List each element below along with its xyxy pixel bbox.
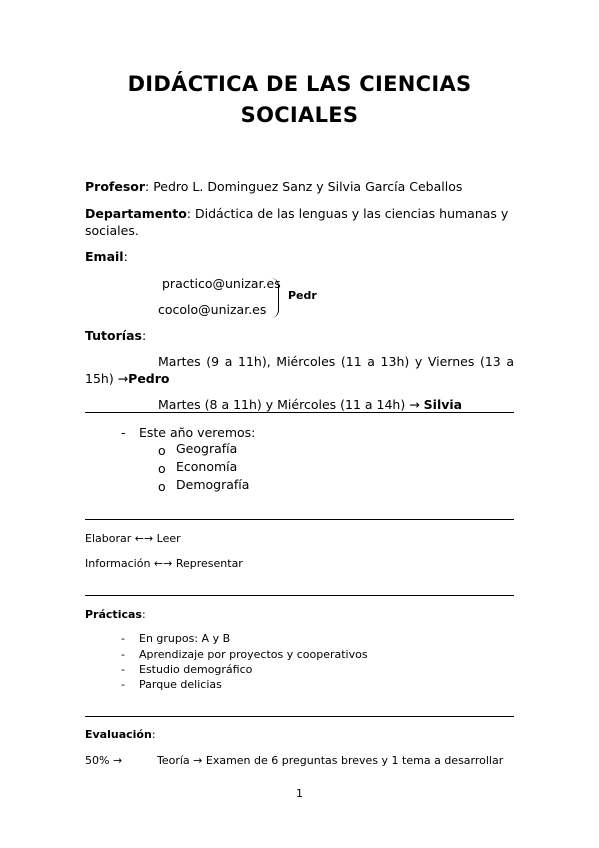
list-bullet: - (121, 632, 125, 645)
email-address-2[interactable]: cocolo@unizar.es (158, 302, 267, 317)
brace-shape (270, 278, 279, 318)
evaluacion-line: Evaluación: (85, 728, 156, 741)
tutorias-label: Tutorías (85, 328, 142, 343)
profesor-value: : Pedro L. Dominguez Sanz y Silvia García Ceballos (145, 179, 463, 194)
este-ano-intro: Este año veremos: (139, 425, 256, 440)
relation-line-2: Información ←→ Representar (85, 557, 243, 570)
evaluacion-label: Evaluación (85, 728, 152, 741)
tutorias-schedule-2: Martes (8 a 11h) y Miércoles (11 a 14h) → Silvia (158, 397, 463, 412)
tutor-name-silvia: Silvia (423, 397, 463, 412)
tutor-name-pedro: Pedro (128, 371, 170, 386)
topic-item: Geografía (176, 441, 238, 456)
practicas-label: Prácticas (85, 608, 142, 621)
departamento-label: Departamento (85, 206, 187, 221)
tutorias-line: Tutorías: (85, 328, 147, 343)
email-label: Email (85, 249, 124, 264)
departamento-value: : Didáctica de las lenguas y las ciencias humanas y (186, 206, 509, 221)
practica-item: Estudio demográfico (139, 663, 253, 676)
list-bullet: - (121, 648, 125, 661)
sub-bullet: o (158, 479, 166, 494)
document-title-line-1: DIDÁCTICA DE LAS CIENCIAS (127, 72, 472, 96)
practica-item: Parque delicias (139, 678, 222, 691)
tutorias-schedule-1-cont: 15h) →Pedro (85, 371, 170, 386)
practicas-line: Prácticas: (85, 608, 146, 621)
divider (85, 412, 514, 413)
topic-item: Economía (176, 459, 238, 474)
profesor-line (85, 179, 462, 194)
email-line: Email: (85, 249, 128, 264)
document-title-line-2: SOCIALES (240, 103, 359, 127)
evaluacion-detail: Teoría → Examen de 6 preguntas breves y 1 tema a desarrollar (157, 754, 504, 767)
page-number: 1 (296, 787, 303, 800)
list-bullet: - (121, 425, 126, 440)
practica-item: En grupos: A y B (139, 632, 231, 645)
sub-bullet: o (158, 443, 166, 458)
divider (85, 716, 514, 717)
sub-bullet: o (158, 461, 166, 476)
departamento-line (85, 206, 508, 221)
profesor-label: Profesor (85, 179, 146, 194)
list-bullet: - (121, 678, 125, 691)
list-bullet: - (121, 663, 125, 676)
brace-label: Pedr (288, 289, 317, 302)
email-address-1[interactable]: practico@unizar.es (162, 276, 281, 291)
relation-line-1: Elaborar ←→ Leer (85, 532, 181, 545)
departamento-value-cont: sociales. (85, 223, 139, 238)
divider (85, 519, 514, 520)
topic-item: Demografía (176, 477, 250, 492)
evaluacion-percent: 50% → (85, 754, 123, 767)
divider (85, 595, 514, 596)
tutorias-schedule-1: Martes (9 a 11h), Miércoles (11 a 13h) y Viernes (13 a (158, 354, 514, 369)
practica-item: Aprendizaje por proyectos y cooperativos (139, 648, 368, 661)
